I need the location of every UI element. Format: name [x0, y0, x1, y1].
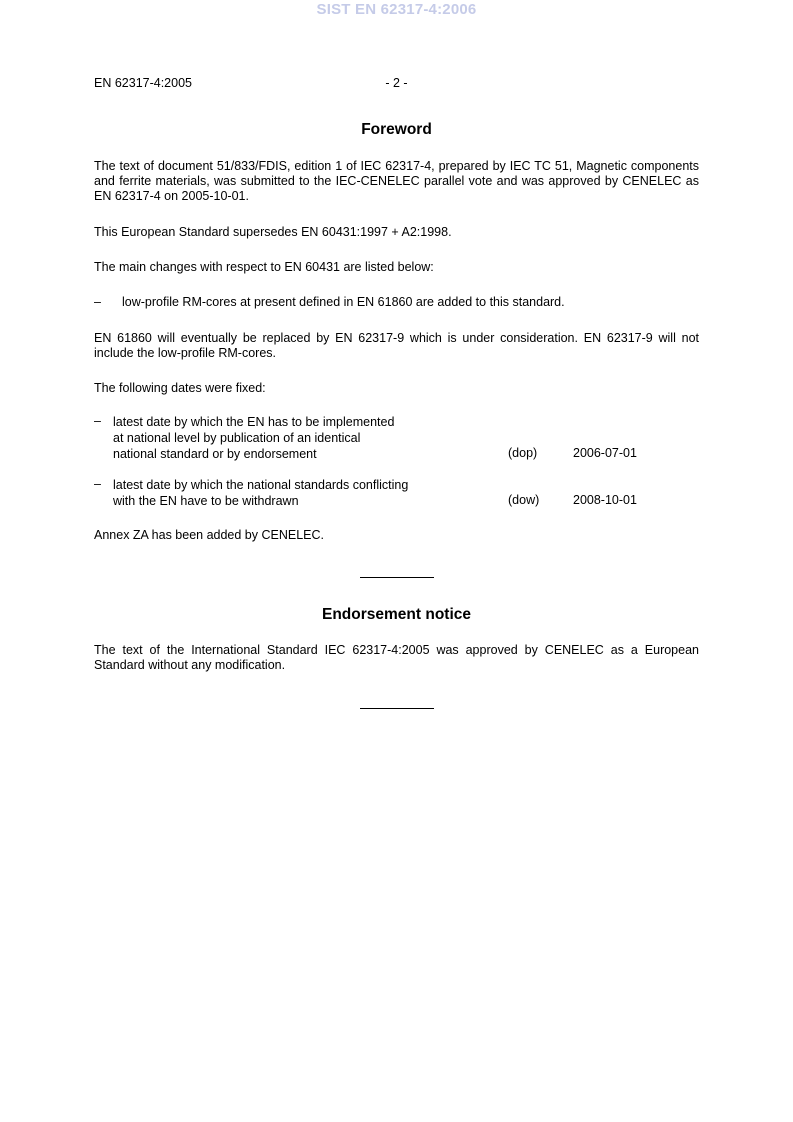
date-item-line: with the EN have to be withdrawn: [113, 494, 299, 508]
endorsement-title: Endorsement notice: [322, 606, 471, 623]
foreword-paragraph-3: The main changes with respect to EN 60431 are listed below:: [94, 260, 434, 274]
date-value: 2008-10-01: [573, 493, 637, 507]
date-item-line: latest date by which the national standards conflicting: [113, 478, 409, 492]
foreword-paragraph-4: EN 61860 will eventually be replaced by EN 62317-9 which is under consideration. EN 62317-9 will not include the low-profile RM-cores.: [94, 331, 699, 360]
date-item-line: national standard or by endorsement: [113, 447, 317, 461]
foreword-paragraph-2: This European Standard supersedes EN 60431:1997 + A2:1998.: [94, 225, 452, 239]
foreword-paragraph-5: The following dates were fixed:: [94, 381, 266, 395]
date-code: (dow): [508, 493, 540, 507]
foreword-title: Foreword: [361, 121, 432, 138]
foreword-paragraph-6: Annex ZA has been added by CENELEC.: [94, 528, 325, 542]
watermark: SIST EN 62317-4:2006: [316, 1, 477, 18]
page-number: - 2 -: [385, 76, 408, 90]
date-item-dash: –: [94, 477, 101, 491]
document-id: EN 62317-4:2005: [94, 76, 192, 90]
bullet-dash: –: [94, 295, 101, 309]
date-value: 2006-07-01: [573, 446, 637, 460]
date-item-line: at national level by publication of an identical: [113, 431, 361, 445]
date-item-description: [113, 414, 493, 462]
date-item-line: latest date by which the EN has to be implemented: [113, 415, 395, 429]
foreword-paragraph-1: The text of document 51/833/FDIS, edition 1 of IEC 62317-4, prepared by IEC TC 51, Magnetic components and ferrite materials, was submitted to the IEC-CENELEC parallel vote and was approved by CENELEC as EN 62317-4 on 2005-10-01.: [94, 159, 699, 203]
endorsement-paragraph: The text of the International Standard IEC 62317-4:2005 was approved by CENELEC as a European Standard without any modification.: [94, 643, 699, 672]
date-item-description: [113, 477, 493, 509]
section-divider: [360, 577, 434, 578]
date-item-dash: –: [94, 414, 101, 428]
bullet-item: low-profile RM-cores at present defined in EN 61860 are added to this standard.: [122, 295, 565, 309]
date-code: (dop): [508, 446, 538, 460]
section-divider: [360, 708, 434, 709]
